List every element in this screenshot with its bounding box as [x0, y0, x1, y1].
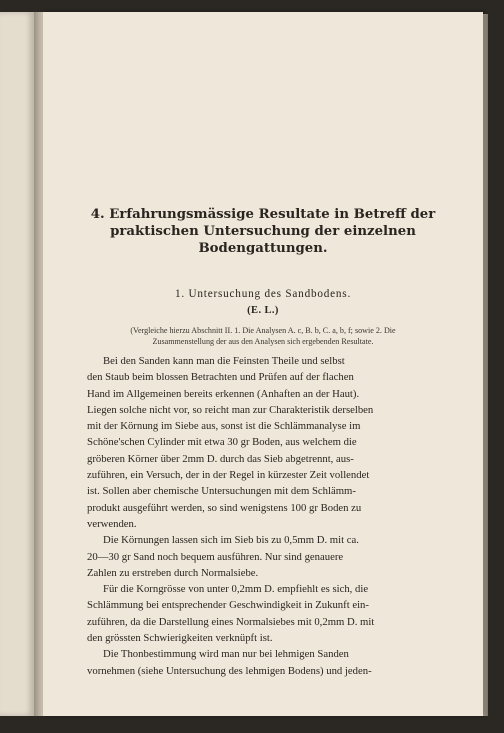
body-line: Die Thonbestimmung wird man nur bei lehmigen Sanden — [103, 648, 349, 661]
body-line: den Staub beim blossen Betrachten und Prüfen auf der flachen — [87, 371, 354, 384]
left-page-edge — [0, 12, 34, 716]
heading-line: praktischen Untersuchung der einzelnen — [110, 224, 416, 239]
book-gutter — [34, 12, 43, 716]
body-line: Die Körnungen lassen sich im Sieb bis zu 0,5mm D. mit ca. — [103, 534, 359, 547]
body-line: Schlämmung bei entsprechender Geschwindigkeit in Zukunft ein- — [87, 599, 369, 612]
body-line: ist. Sollen aber chemische Untersuchungen mit dem Schlämm- — [87, 485, 356, 498]
page-stack-edge — [483, 14, 488, 716]
body-line: zuführen, ein Versuch, der in der Regel in kürzester Zeit vollendet — [87, 469, 370, 482]
body-paragraphs — [87, 353, 419, 679]
body-line: Liegen solche nicht vor, so reicht man zur Charakteristik derselben — [87, 403, 374, 416]
heading-line: Bodengattungen. — [198, 241, 328, 256]
book-page — [43, 12, 483, 716]
body-line: Hand im Allgemeinen bereits erkennen (Anhaften an der Haut). — [87, 387, 360, 400]
section-code: (E. L.) — [247, 305, 279, 316]
reference-note — [43, 325, 483, 347]
note-line: Zusammenstellung der aus den Analysen sich ergebenden Resultate. — [152, 337, 374, 346]
section-title: 1. Untersuchung des Sandbodens. — [174, 288, 352, 300]
body-line: mit der Körnung im Siebe aus, sonst ist die Schlämmanalyse im — [87, 420, 361, 433]
chapter-heading — [43, 206, 483, 257]
body-line: den grössten Schwierigkeiten verknüpft ist. — [87, 632, 273, 645]
body-line: Zahlen zu erstreben durch Normalsiebe. — [87, 566, 259, 579]
body-line: 20—30 gr Sand noch bequem ausführen. Nur sind genauere — [87, 550, 344, 563]
body-line: produkt ausgeführt werden, so sind wenigstens 100 gr Boden zu — [87, 501, 362, 514]
note-line: (Vergleiche hierzu Abschnitt II. 1. Die Analysen A. c, B. b, C. a, b, f; sowie 2. Die — [130, 326, 396, 335]
body-line: zuführen, da die Darstellung eines Normalsiebes mit 0,2mm D. mit — [87, 615, 375, 628]
body-line: gröberen Körner über 2mm D. durch das Sieb abgetrennt, aus- — [87, 452, 354, 465]
body-line: Für die Korngrösse von unter 0,2mm D. empfiehlt es sich, die — [103, 583, 369, 596]
body-line: vornehmen (siehe Untersuchung des lehmigen Bodens) und jeden- — [87, 664, 372, 677]
body-line: Schöne'schen Cylinder mit etwa 30 gr Boden, aus welchem die — [87, 436, 357, 449]
heading-line: 4. Erfahrungsmässige Resultate in Betreff der — [90, 207, 436, 222]
body-line: Bei den Sanden kann man die Feinsten Theile und selbst — [103, 355, 345, 367]
body-line: verwenden. — [87, 517, 137, 530]
